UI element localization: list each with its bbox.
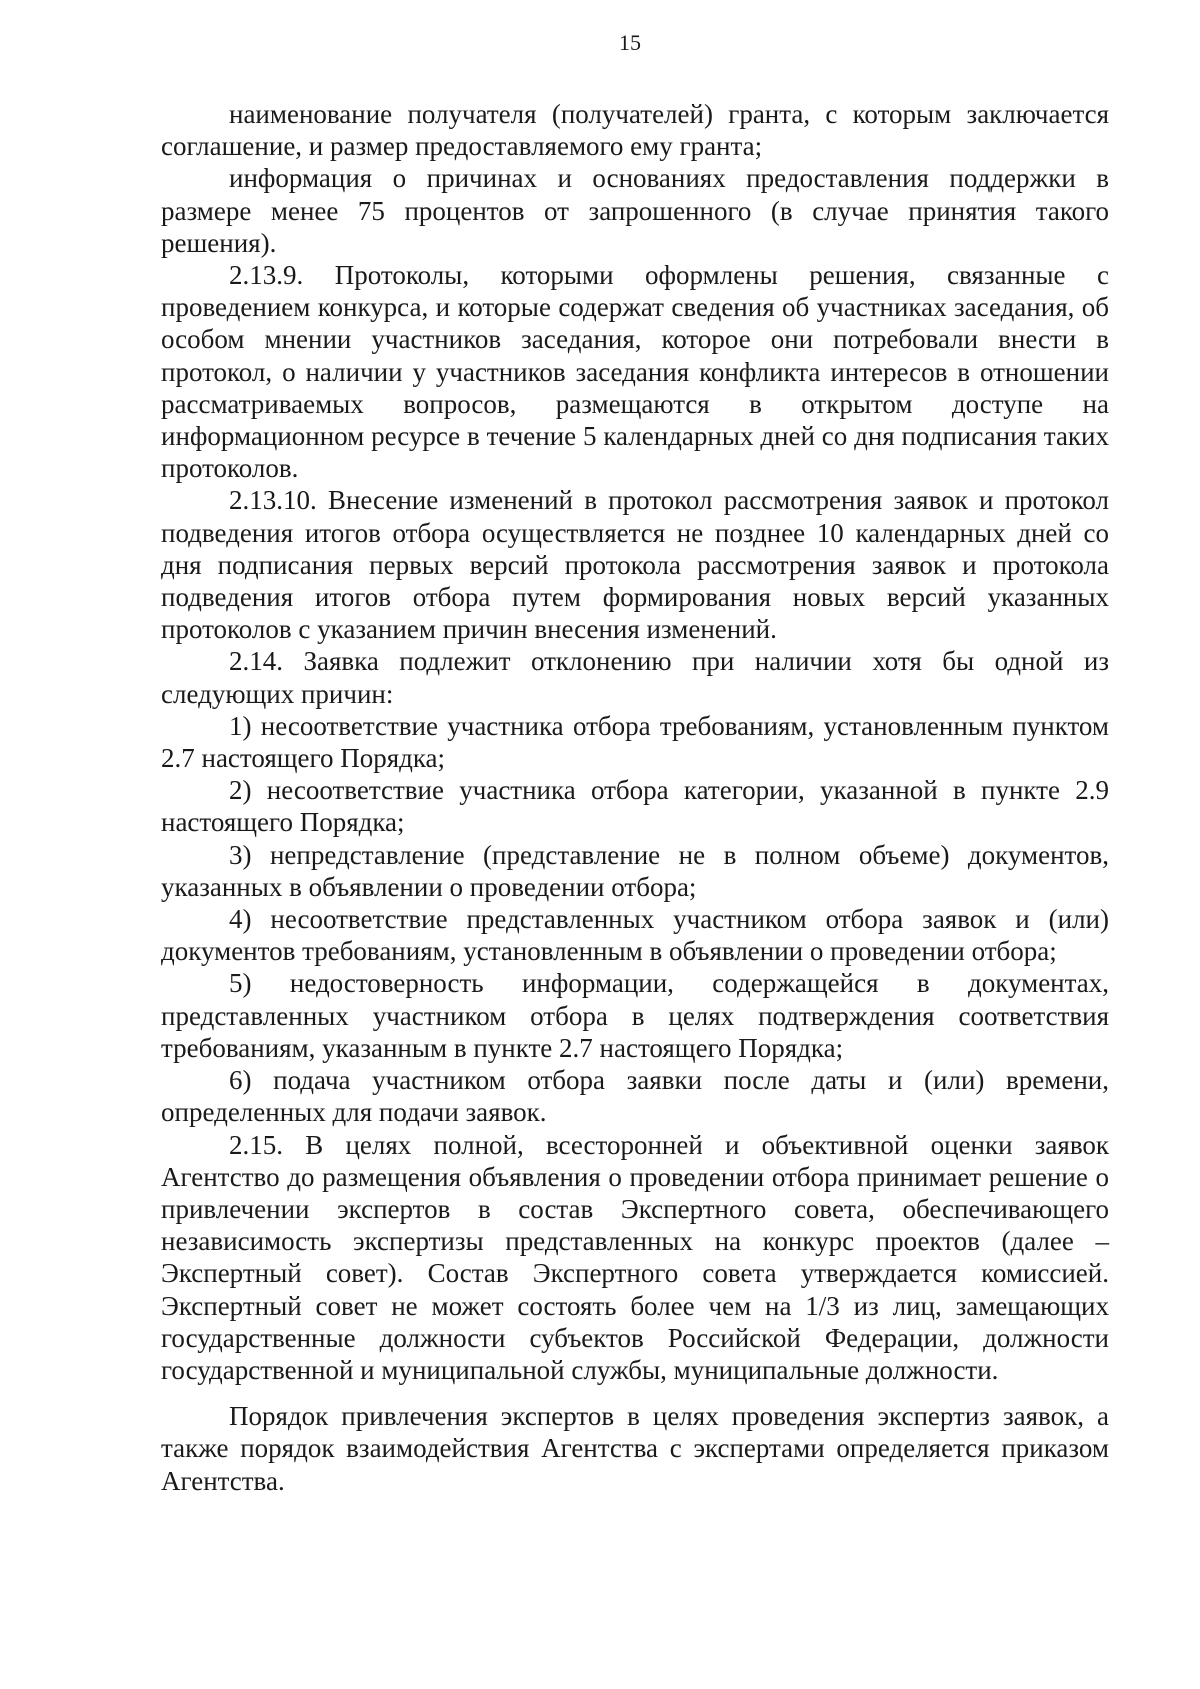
list-item-5: 5) недостоверность информации, содержащейся в документах, представленных участником отбора в целях подтверждения соответствия требованиям, указанным в пункте 2.7 настоящего Порядка;	[161, 968, 1109, 1063]
list-item-3: 3) непредставление (представление не в полном объеме) документов, указанных в объявлении о проведении отбора;	[161, 839, 1109, 902]
list-item-6: 6) подача участником отбора заявки после даты и (или) времени, определенных для подачи заявок.	[161, 1065, 1109, 1128]
document-body	[161, 98, 1109, 1497]
paragraph-2-13-10: 2.13.10. Внесение изменений в протокол рассмотрения заявок и протокол подведения итогов отбора осуществляется не позднее 10 календарных дней со дня подписания первых версий протокола рассмотрения заявок и протокола подведения итогов отбора путем формирования новых версий указанных протоколов с указанием причин внесения изменений.	[161, 485, 1109, 645]
paragraph-2-13-9: 2.13.9. Протоколы, которыми оформлены решения, связанные с проведением конкурса, и которые содержат сведения об участниках заседания, об особом мнении участников заседания, которое они потребовали внести в протокол, о наличии у участников заседания конфликта интересов в отношении рассматриваемых вопросов, размещаются в открытом доступе на информационном ресурсе в течение 5 календарных дней со дня подписания таких протоколов.	[161, 260, 1109, 484]
page-number: 15	[619, 30, 641, 55]
paragraph-2-15: 2.15. В целях полной, всесторонней и объективной оценки заявок Агентство до размещения объявления о проведении отбора принимает решение о привлечении экспертов в состав Экспертного совета, обеспечивающего независимость экспертизы представленных на конкурс проектов (далее – Экспертный совет). Состав Экспертного совета утверждается комиссией. Экспертный совет не может состоять более чем на 1/3 из лиц, замещающих государственные должности субъектов Российской Федерации, должности государственной и муниципальной службы, муниципальные должности.	[161, 1129, 1109, 1385]
paragraph-expert-procedure: Порядок привлечения экспертов в целях проведения экспертиз заявок, а также порядок взаимодействия Агентства с экспертами определяется приказом Агентства.	[161, 1401, 1109, 1496]
paragraph-2-14: 2.14. Заявка подлежит отклонению при наличии хотя бы одной из следующих причин:	[161, 646, 1109, 709]
list-item-2: 2) несоответствие участника отбора категории, указанной в пункте 2.9 настоящего Порядка;	[161, 775, 1109, 838]
paragraph-grant-recipient: наименование получателя (получателей) гранта, с которым заключается соглашение, и размер предоставляемого ему гранта;	[161, 99, 1109, 162]
list-item-4: 4) несоответствие представленных участником отбора заявок и (или) документов требованиям, установленным в объявлении о проведении отбора;	[161, 904, 1109, 967]
list-item-1: 1) несоответствие участника отбора требованиям, установленным пунктом 2.7 настоящего Порядка;	[161, 710, 1109, 774]
paragraph-support-reasons: информация о причинах и основаниях предоставления поддержки в размере менее 75 процентов от запрошенного (в случае принятия такого решения).	[161, 163, 1109, 258]
